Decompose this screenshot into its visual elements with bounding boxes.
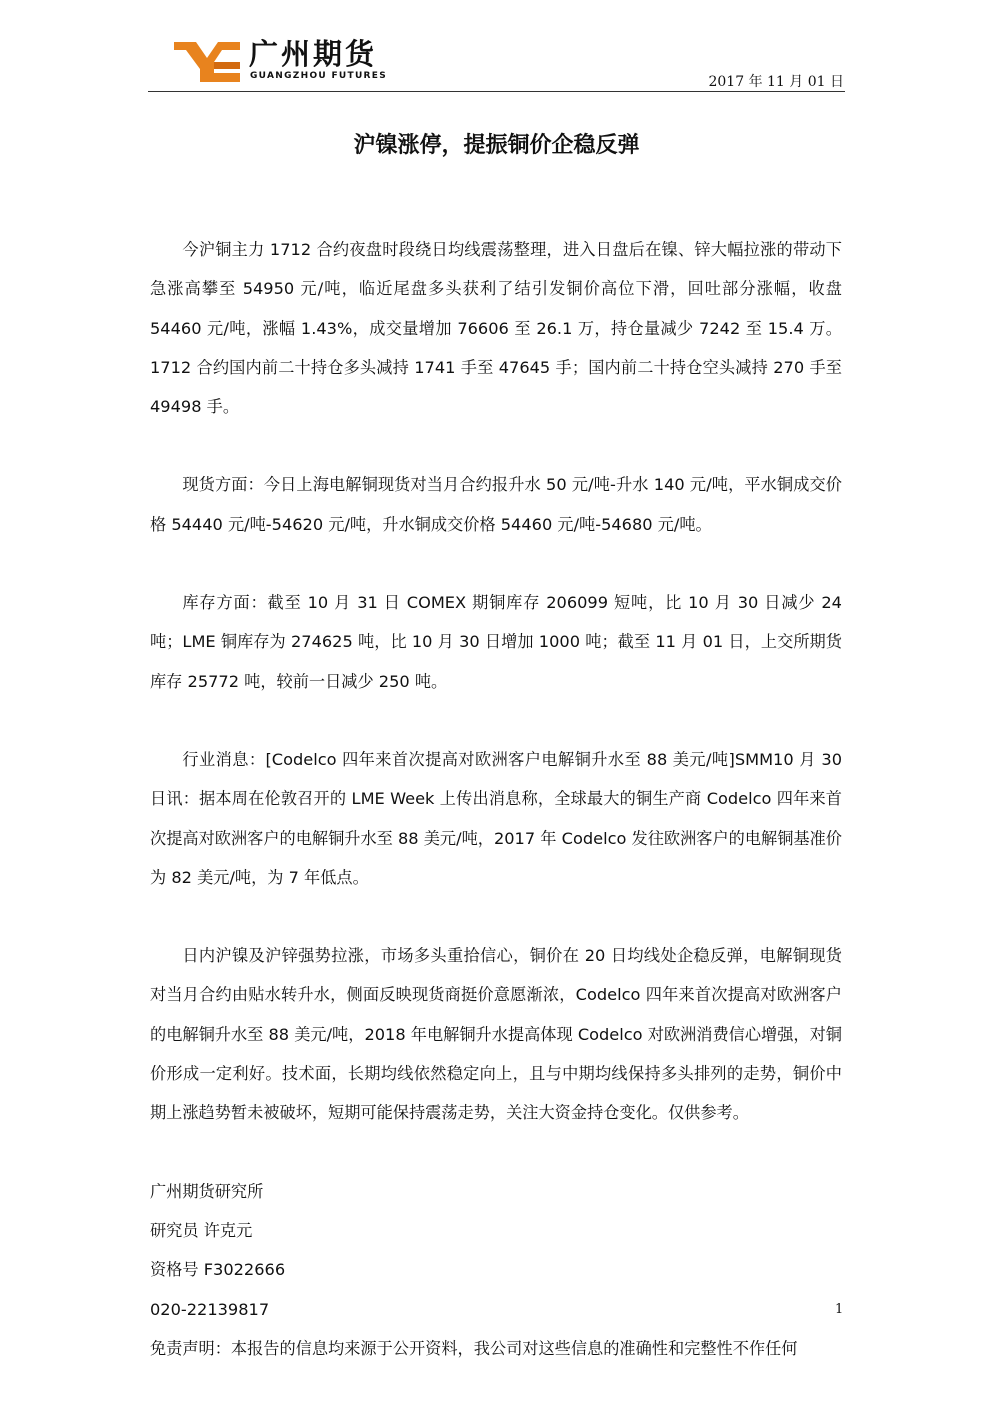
paragraph-spot: 现货方面：今日上海电解铜现货对当月合约报升水 50 元/吨-升水 140 元/吨，平水铜成交价格 54440 元/吨-54620 元/吨，升水铜成交价格 54460 元/吨-54680 元/吨。 (150, 475, 842, 534)
signature-phone: 020-22139817 (150, 1299, 270, 1319)
company-logo-icon (174, 40, 240, 84)
report-body (150, 230, 842, 1368)
paragraph-industry-news: 行业消息：[Codelco 四年来首次提高对欧洲客户电解铜升水至 88 美元/吨]SMM10 月 30 日讯：据本周在伦敦召开的 LME Week 上传出消息称，全球最大的铜生产商 Codelco 四年来首次提高对欧洲客户的电解铜升水至 88 美元/吨，2017 年 Codelco 发往欧洲客户的电解铜基准价为 82 美元/吨，为 7 年低点。 (150, 749, 842, 887)
report-date: 2017 年 11 月 01 日 (708, 74, 844, 90)
company-name-cn: 广州期货 (249, 37, 378, 71)
signature-researcher: 研究员 许克元 (150, 1220, 253, 1240)
company-logo (174, 38, 404, 86)
header-divider (148, 91, 845, 92)
report-title: 沪镍涨停，提振铜价企稳反弹 (353, 133, 640, 158)
page-number: 1 (835, 1302, 844, 1317)
paragraph-market-summary: 今沪铜主力 1712 合约夜盘时段绕日均线震荡整理，进入日盘后在镍、锌大幅拉涨的带动下急涨高攀至 54950 元/吨，临近尾盘多头获利了结引发铜价高位下滑，回吐部分涨幅，收盘 54460 元/吨，涨幅 1.43%，成交量增加 76606 至 26.1 万，持仓量减少 7242 至 15.4 万。1712 合约国内前二十持仓多头减持 1741 手至 47645 手；国内前二十持仓空头减持 270 手至 49498 手。 (150, 240, 842, 417)
signature-license: 资格号 F3022666 (150, 1260, 286, 1280)
paragraph-outlook: 日内沪镍及沪锌强势拉涨，市场多头重拾信心，铜价在 20 日均线处企稳反弹，电解铜现货对当月合约由贴水转升水，侧面反映现货商挺价意愿渐浓，Codelco 四年来首次提高对欧洲客户的电解铜升水至 88 美元/吨，2018 年电解铜升水提高体现 Codelco 对欧洲消费信心增强，对铜价形成一定利好。技术面，长期均线依然稳定向上，且与中期均线保持多头排列的走势，铜价中期上涨趋势暂未被破坏，短期可能保持震荡走势，关注大资金持仓变化。仅供参考。 (150, 946, 842, 1123)
signature-institute: 广州期货研究所 (150, 1181, 264, 1201)
company-name-en: GUANGZHOU FUTURES (250, 71, 388, 81)
paragraph-inventory: 库存方面：截至 10 月 31 日 COMEX 期铜库存 206099 短吨，比 10 月 30 日减少 24 吨；LME 铜库存为 274625 吨，比 10 月 30 日增加 1000 吨；截至 11 月 01 日，上交所期货库存 25772 吨，较前一日减少 250 吨。 (150, 593, 842, 691)
disclaimer: 免责声明：本报告的信息均来源于公开资料，我公司对这些信息的准确性和完整性不作任何 (150, 1338, 798, 1358)
